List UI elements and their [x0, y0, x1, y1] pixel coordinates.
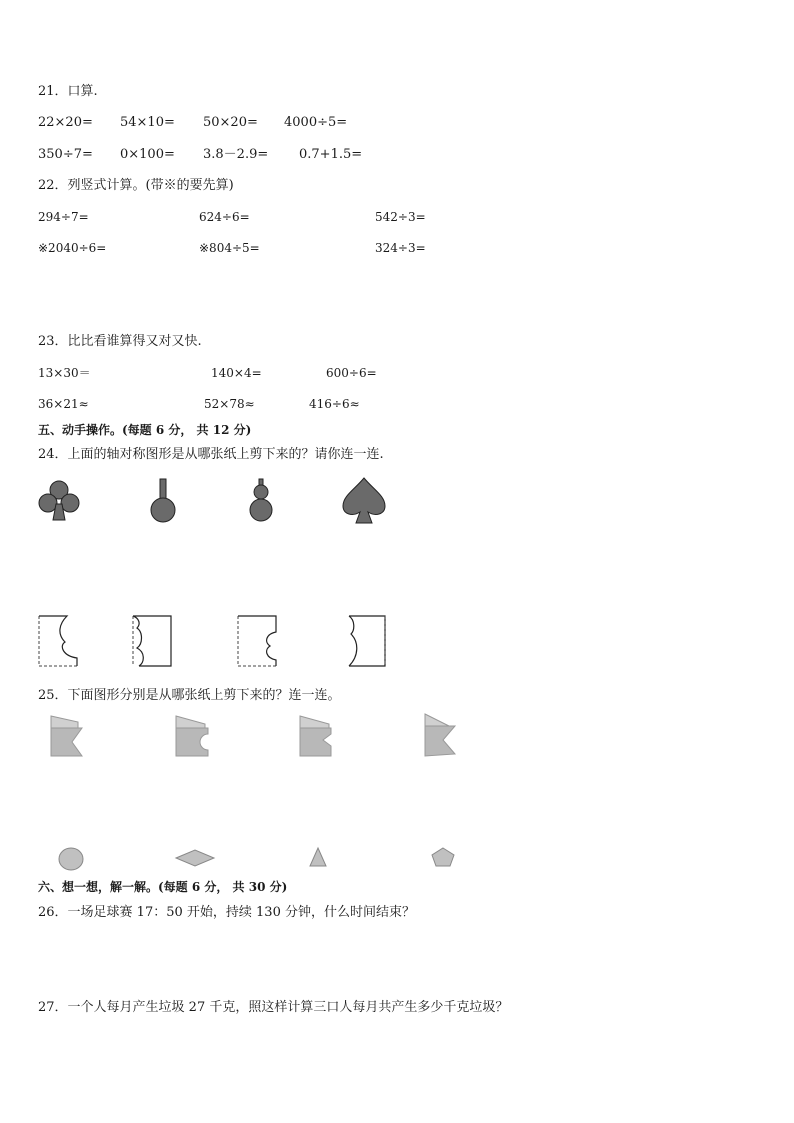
section6-heading: 六、想一想，解一解。(每题 6 分， 共 30 分): [38, 880, 288, 894]
q22-r2-c1: ※2040÷6=: [38, 241, 107, 255]
triangle-icon: [308, 846, 328, 868]
q22-r1-c3: 542÷3=: [375, 210, 426, 224]
gourd-icon: [238, 478, 284, 524]
section5-heading: 五、动手操作。(每题 6 分， 共 12 分): [38, 423, 252, 437]
cut-paper-b: [173, 714, 211, 760]
q21-r2-c3: 3.8－2.9=: [203, 147, 269, 162]
q23-r2-c2: 52×78≈: [204, 397, 255, 411]
spade-icon: [340, 476, 388, 526]
cut-paper-d: [421, 712, 459, 760]
circle-icon: [57, 846, 85, 872]
q23-r2-c3: 416÷6≈: [309, 397, 360, 411]
q23-r2-c1: 36×21≈: [38, 397, 89, 411]
club-icon: [36, 478, 82, 524]
cut-paper-a: [48, 714, 84, 760]
q23-r1-c1: 13×30＝: [38, 366, 91, 380]
q21-r2-c4: 0.7+1.5=: [299, 147, 363, 162]
folded-paper-c: [236, 614, 280, 668]
folded-paper-a: [37, 614, 81, 668]
q21-title: 21．口算.: [38, 84, 98, 99]
q21-r1-c3: 50×20=: [203, 115, 258, 130]
q21-r1-c1: 22×20=: [38, 115, 93, 130]
q22-r1-c2: 624÷6=: [199, 210, 250, 224]
q22-r2-c3: 324÷3=: [375, 241, 426, 255]
q23-r1-c2: 140×4=: [211, 366, 262, 380]
q21-r1-c4: 4000÷5=: [284, 115, 348, 130]
q23-title: 23．比比看谁算得又对又快.: [38, 334, 202, 349]
folded-paper-d: [345, 614, 389, 668]
q25-title: 25．下面图形分别是从哪张纸上剪下来的？连一连。: [38, 688, 341, 703]
q21-r2-c1: 350÷7=: [38, 147, 93, 162]
folded-paper-b: [131, 614, 175, 668]
q21-r2-c2: 0×100=: [120, 147, 175, 162]
rhombus-icon: [174, 848, 216, 868]
q24-title: 24．上面的轴对称图形是从哪张纸上剪下来的？请你连一连.: [38, 447, 384, 462]
q26-text: 26．一场足球赛 17：50 开始，持续 130 分钟，什么时间结束？: [38, 905, 415, 920]
cut-paper-c: [297, 714, 335, 760]
q22-r1-c1: 294÷7=: [38, 210, 89, 224]
q22-r2-c2: ※804÷5=: [199, 241, 260, 255]
pentagon-icon: [430, 846, 456, 868]
q21-r1-c2: 54×10=: [120, 115, 175, 130]
q22-title: 22．列竖式计算。(带※的要先算): [38, 178, 234, 193]
q27-text: 27．一个人每月产生垃圾 27 千克，照这样计算三口人每月共产生多少千克垃圾？: [38, 1000, 509, 1015]
q23-r1-c3: 600÷6=: [326, 366, 377, 380]
lollipop-icon: [140, 478, 186, 524]
